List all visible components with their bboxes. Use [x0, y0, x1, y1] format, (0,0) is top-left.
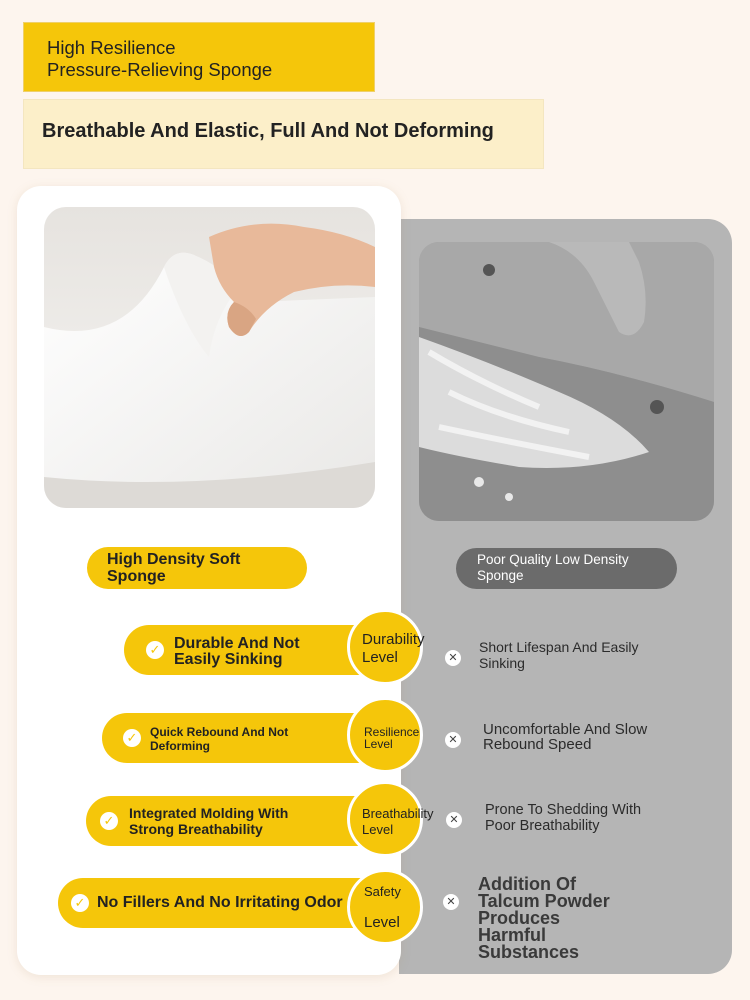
header-subtitle: Breathable And Elastic, Full And Not Deforming: [23, 99, 544, 169]
low-density-title-pill: [456, 548, 677, 589]
check-icon: ✓: [123, 729, 141, 747]
breathability-good-pill: [86, 796, 386, 846]
safety-label: Safety: [364, 884, 401, 899]
breathability-good-line2: Strong Breathability: [129, 821, 263, 837]
check-icon: ✓: [100, 812, 118, 830]
low-density-title-line1: Poor Quality Low Density: [477, 552, 629, 567]
close-icon: ✕: [445, 732, 461, 748]
resilience-good-pill: [102, 713, 386, 763]
durability-good-line2: Easily Sinking: [174, 651, 283, 668]
high-density-sponge-image: [44, 207, 375, 508]
high-density-title-line1: High Density Soft: [107, 551, 241, 568]
breathability-good-line1: Integrated Molding With: [129, 805, 289, 821]
high-density-title-line2: Sponge: [107, 568, 166, 585]
resilience-good-line1: Quick Rebound And Not: [150, 725, 289, 739]
low-density-title-line2: Sponge: [477, 568, 524, 583]
resilience-label: Resilience: [364, 725, 420, 739]
close-icon: ✕: [443, 894, 459, 910]
durability-level-label: Level: [362, 649, 398, 666]
durability-level-badge: [347, 609, 423, 685]
resilience-level-badge: [347, 697, 423, 773]
breathability-label: Breathability: [362, 806, 434, 821]
breathability-level-label: Level: [362, 822, 394, 837]
resilience-good-line2: Deforming: [150, 739, 210, 753]
resilience-bad-text: Uncomfortable And Slow Rebound Speed: [483, 721, 648, 753]
safety-good-pill: [58, 878, 386, 928]
header-title-line1: High Resilience: [47, 37, 176, 58]
safety-good-text: No Fillers And No Irritating Odor: [97, 894, 343, 911]
breathability-bad-text: Prone To Shedding With Poor Breathability: [485, 802, 642, 834]
check-icon: ✓: [71, 894, 89, 912]
safety-level-label: Level: [364, 914, 400, 931]
low-density-sponge-image: [419, 242, 714, 521]
resilience-level-label: Level: [364, 737, 393, 751]
header-title-box: [23, 22, 375, 92]
safety-bad-text: Addition Of Talcum Powder Produces Harmful Substances: [478, 874, 610, 962]
header-title-line2: Pressure-Relieving Sponge: [47, 59, 273, 80]
check-icon: ✓: [146, 641, 164, 659]
durability-bad-text: Short Lifespan And Easily Sinking: [479, 639, 639, 671]
durability-good-line1: Durable And Not: [174, 635, 300, 652]
breathability-level-badge: [347, 781, 434, 857]
close-icon: ✕: [446, 812, 462, 828]
close-icon: ✕: [445, 650, 461, 666]
durability-label: Durability: [362, 631, 425, 648]
high-density-title-pill: [87, 547, 307, 589]
safety-level-badge: [347, 869, 423, 945]
